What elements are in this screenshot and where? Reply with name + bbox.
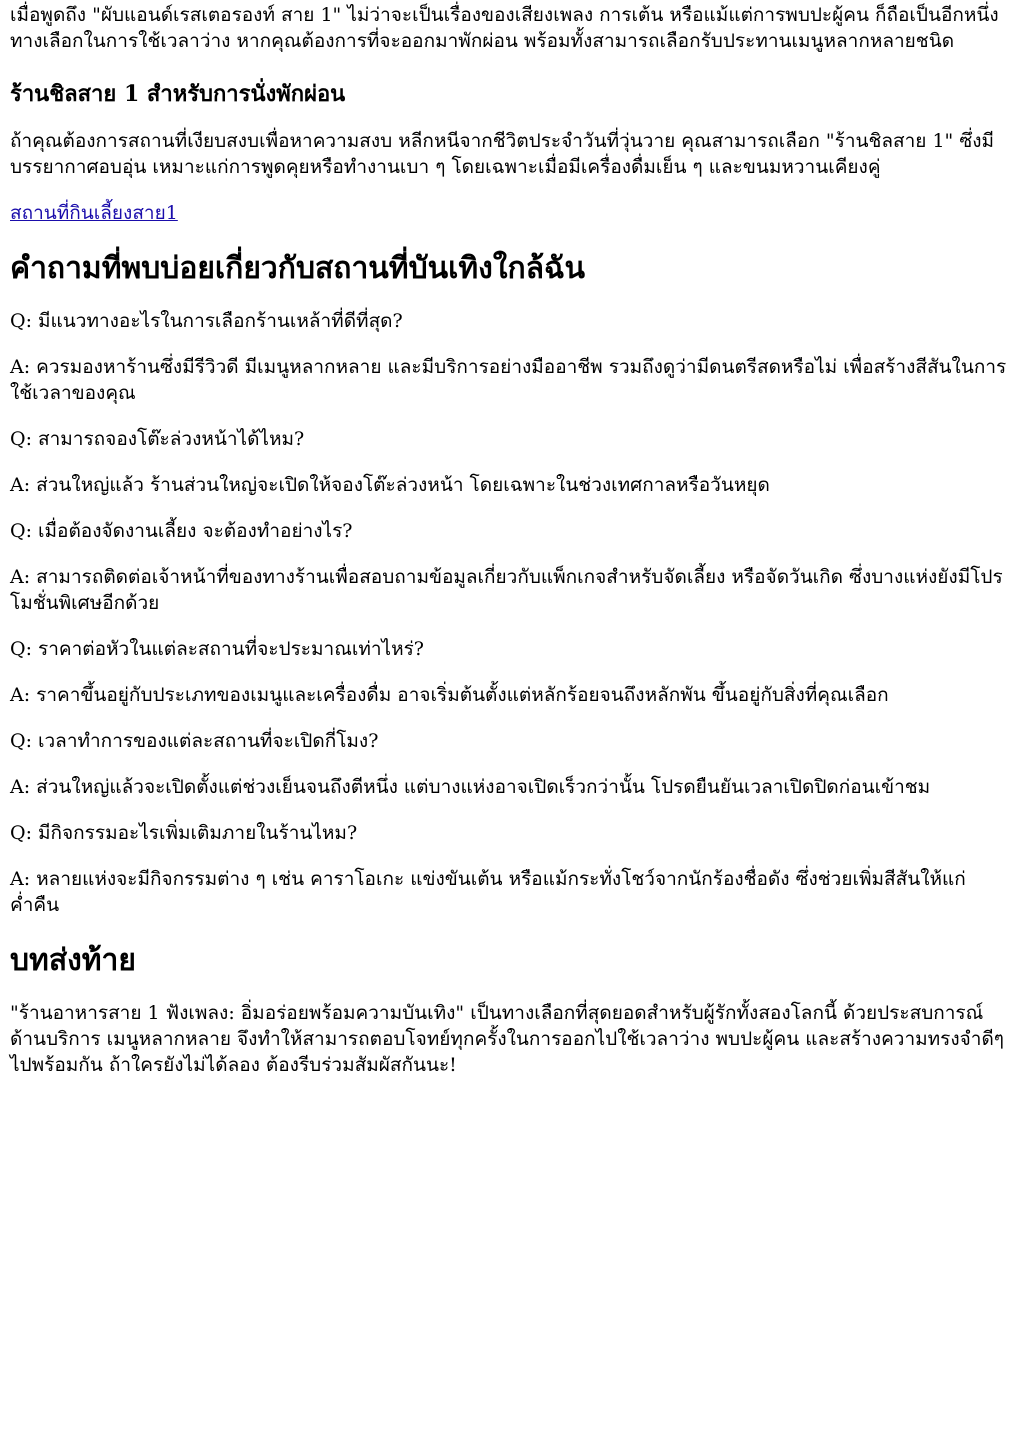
faq-question: Q: มีกิจกรรมอะไรเพิ่มเติมภายในร้านไหม?: [10, 822, 358, 844]
conclusion-paragraph: "ร้านอาหารสาย 1 ฟังเพลง: อิ่มอร่อยพร้อมความบันเทิง" เป็นทางเลือกที่สุดยอดสำหรับผู้รักทั้งสองโลกนี้ ด้วยประสบการณ์ด้านบริการ เมนูหลากหลาย จึงทำให้สามารถตอบโจทย์ทุกครั้งในการออกไปใช้เวลาว่าง พบปะผู้คน และสร้างความทรงจำดีๆ ไปพร้อมกัน ถ้าใครยังไม่ได้ลอง ต้องรีบร่วมสัมผัสกันนะ!: [10, 1002, 1005, 1076]
venue-link-wrapper: [10, 200, 1012, 226]
faq-answer: A: ควรมองหาร้านซึ่งมีรีวิวดี มีเมนูหลากหลาย และมีบริการอย่างมืออาชีพ รวมถึงดูว่ามีดนตรีสดหรือไม่ เพื่อสร้างสีสันในการใช้เวลาของคุณ: [10, 356, 1007, 404]
faq-question: Q: ราคาต่อหัวในแต่ละสถานที่จะประมาณเท่าไหร่?: [10, 638, 424, 660]
venue-link[interactable]: สถานที่กินเลี้ยงสาย1: [10, 202, 178, 224]
faq-answer: A: หลายแห่งจะมีกิจกรรมต่าง ๆ เช่น คาราโอเกะ แข่งขันเต้น หรือแม้กระทั่งโชว์จากนักร้องชื่อดัง ซึ่งช่วยเพิ่มสีสันให้แก่ค่ำคืน: [10, 868, 966, 916]
faq-question: Q: มีแนวทางอะไรในการเลือกร้านเหล้าที่ดีที่สุด?: [10, 310, 403, 332]
chill-section-heading: ร้านชิลสาย 1 สำหรับการนั่งพักผ่อน: [10, 81, 346, 107]
faq-question: Q: สามารถจองโต๊ะล่วงหน้าได้ไหม?: [10, 428, 305, 450]
chill-section-paragraph: ถ้าคุณต้องการสถานที่เงียบสงบเพื่อหาความสงบ หลีกหนีจากชีวิตประจำวันที่วุ่นวาย คุณสามารถเลือก "ร้านชิลสาย 1" ซึ่งมีบรรยากาศอบอุ่น เหมาะแก่การพูดคุยหรือทำงานเบา ๆ โดยเฉพาะเมื่อมีเครื่องดื่มเย็น ๆ และขนมหวานเคียงคู่: [10, 130, 995, 178]
faq-answer: A: ราคาขึ้นอยู่กับประเภทของเมนูและเครื่องดื่ม อาจเริ่มต้นตั้งแต่หลักร้อยจนถึงหลักพัน ขึ้นอยู่กับสิ่งที่คุณเลือก: [10, 684, 889, 706]
intro-paragraph: เมื่อพูดถึง "ผับแอนด์เรสเตอรองท์ สาย 1" ไม่ว่าจะเป็นเรื่องของเสียงเพลง การเต้น หรือแม้แต่การพบปะผู้คน ก็ถือเป็นอีกหนึ่งทางเลือกในการใช้เวลาว่าง หากคุณต้องการที่จะออกมาพักผ่อน พร้อมทั้งสามารถเลือกรับประทานเมนูหลากหลายชนิด: [10, 4, 999, 52]
faq-list: [10, 308, 1012, 918]
faq-answer: A: ส่วนใหญ่แล้วจะเปิดตั้งแต่ช่วงเย็นจนถึงตีหนึ่ง แต่บางแห่งอาจเปิดเร็วกว่านั้น โปรดยืนยันเวลาเปิดปิดก่อนเข้าชม: [10, 776, 931, 798]
faq-question: Q: เมื่อต้องจัดงานเลี้ยง จะต้องทำอย่างไร?: [10, 520, 353, 542]
faq-answer: A: ส่วนใหญ่แล้ว ร้านส่วนใหญ่จะเปิดให้จองโต๊ะล่วงหน้า โดยเฉพาะในช่วงเทศกาลหรือวันหยุด: [10, 474, 770, 496]
article: [0, 2, 1024, 1078]
faq-heading: คำถามที่พบบ่อยเกี่ยวกับสถานที่บันเทิงใกล้ฉัน: [10, 251, 585, 286]
faq-question: Q: เวลาทำการของแต่ละสถานที่จะเปิดกี่โมง?: [10, 730, 379, 752]
faq-answer: A: สามารถติดต่อเจ้าหน้าที่ของทางร้านเพื่อสอบถามข้อมูลเกี่ยวกับแพ็กเกจสำหรับจัดเลี้ยง หรือจัดวันเกิด ซึ่งบางแห่งยังมีโปรโมชั่นพิเศษอีกด้วย: [10, 566, 1003, 614]
conclusion-heading: บทส่งท้าย: [10, 943, 136, 978]
